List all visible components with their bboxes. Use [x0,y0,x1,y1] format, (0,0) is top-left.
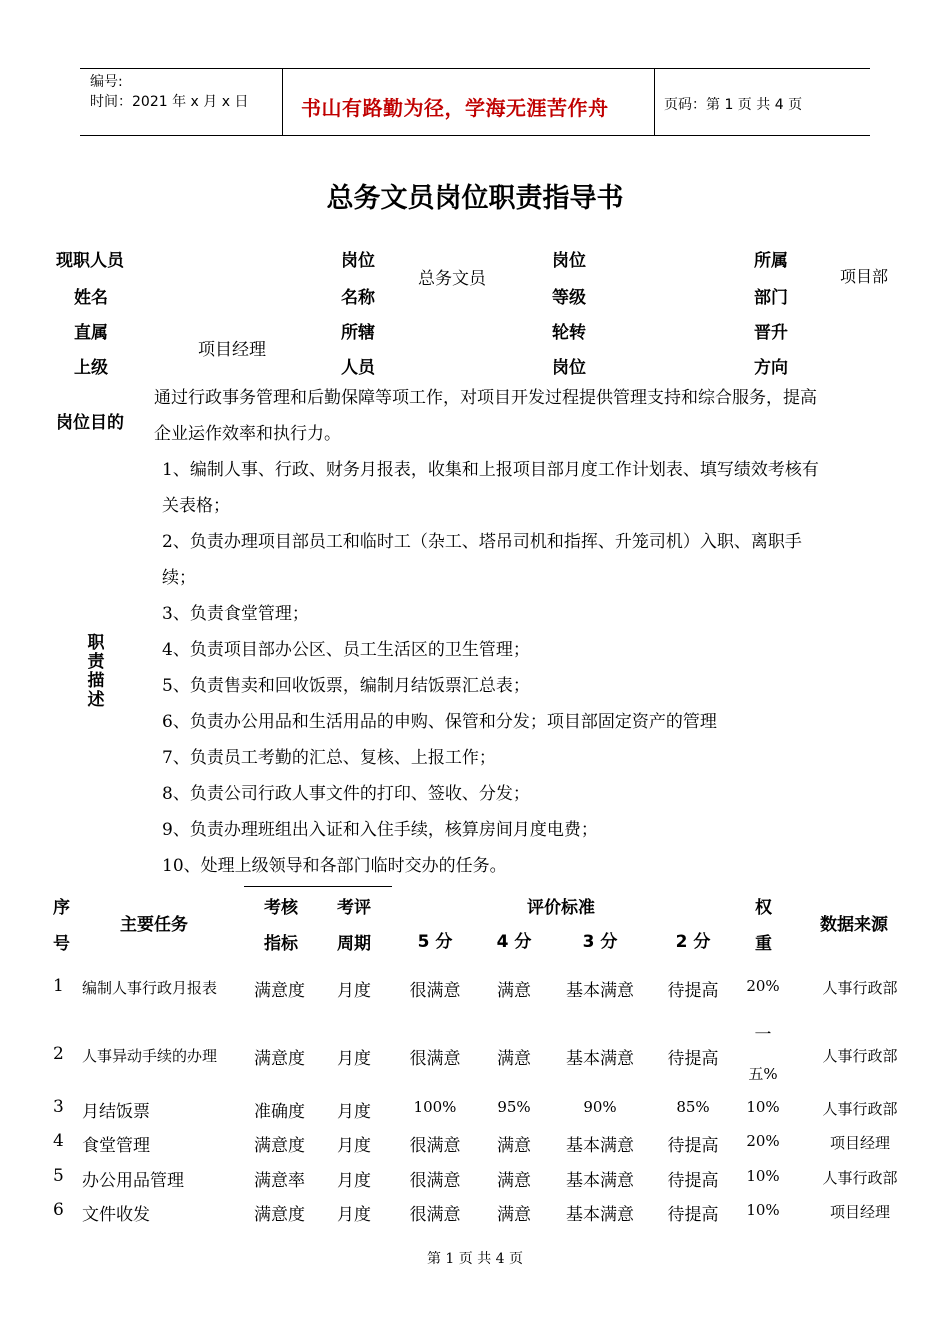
superior-value: 项目经理 [198,340,266,360]
row-seq: 5 [53,1166,64,1186]
duty-line: 5、负责售卖和回收饭票，编制月结饭票汇总表； [162,676,530,696]
row-weight: 10% [746,1167,780,1185]
duty-line: 4、负责项目部办公区、员工生活区的卫生管理； [162,640,530,660]
row-score-3: 基本满意 [566,1171,634,1191]
row-data-source: 项目经理 [829,1134,890,1152]
row-task: 月结饭票 [82,1102,150,1122]
row-score-2: 待提高 [667,1049,719,1069]
duty-line: 1、编制人事、行政、财务月报表，收集和上报项目部月度工作计划表、填写绩效考核有 [162,460,819,480]
row-data-source: 项目经理 [829,1203,890,1221]
post-name-label-line2: 名称 [341,288,375,308]
header-weight-line2: 重 [755,934,772,954]
row-indicator: 满意度 [254,1136,305,1156]
row-score-4: 满意 [497,1049,531,1069]
row-score-4: 满意 [497,1136,531,1156]
duty-line: 9、负责办理班组出入证和入住手续，核算房间月度电费； [162,820,598,840]
duties-label-char: 述 [87,690,105,710]
purpose-label: 岗位目的 [56,413,124,433]
row-seq: 1 [53,976,64,996]
subordinate-label-line2: 人员 [341,358,375,378]
row-data-source: 人事行政部 [822,979,898,997]
header-seq-line1: 序 [53,898,70,918]
row-period: 月度 [337,1102,371,1122]
header-bottom-border [80,135,870,136]
header-score-4: 4 分 [496,932,532,952]
row-indicator: 满意度 [254,1205,305,1225]
table-top-rule [244,886,392,887]
row-score-5: 很满意 [409,1049,461,1069]
row-score-4: 满意 [497,1171,531,1191]
post-level-label-line1: 岗位 [552,251,586,271]
header-motto: 书山有路勤为径，学海无涯苦作舟 [301,96,609,120]
row-score-3: 基本满意 [566,981,634,1001]
header-weight-line1: 权 [755,898,772,918]
row-indicator: 准确度 [254,1102,305,1122]
header-top-border [80,68,870,69]
duty-line: 关表格； [162,496,230,516]
rotation-label-line2: 岗位 [552,358,586,378]
superior-label-line2: 上级 [74,358,108,378]
staff-name-label-line1: 现职人员 [56,251,124,271]
header-period-line2: 周期 [337,934,371,954]
header-divider-left [282,68,283,136]
duties-label [86,634,106,710]
row-score-5: 100% [413,1098,457,1116]
row-weight-line1: 一 [754,1025,772,1045]
row-indicator: 满意度 [254,1049,305,1069]
post-level-label-line2: 等级 [552,288,586,308]
row-task: 食堂管理 [82,1136,150,1156]
row-period: 月度 [337,1171,371,1191]
duties-label-char: 责 [87,652,105,672]
post-name-value: 总务文员 [418,269,486,289]
department-value: 项目部 [840,267,889,286]
row-task: 编制人事行政月报表 [82,979,218,997]
department-label-line2: 部门 [754,288,788,308]
post-name-label-line1: 岗位 [341,251,375,271]
row-seq: 2 [53,1044,64,1064]
row-score-2: 待提高 [667,1171,719,1191]
purpose-text-line2: 企业运作效率和执行力。 [154,424,341,444]
row-score-5: 很满意 [409,1171,461,1191]
page-title: 总务文员岗位职责指导书 [326,183,624,214]
row-indicator: 满意度 [254,981,305,1001]
duty-line: 10、处理上级领导和各部门临时交办的任务。 [162,856,507,876]
row-data-source: 人事行政部 [822,1047,898,1065]
duty-line: 6、负责办公用品和生活用品的申购、保管和分发；项目部固定资产的管理 [162,712,717,732]
duty-line: 8、负责公司行政人事文件的打印、签收、分发； [162,784,530,804]
header-criteria: 评价标准 [527,898,595,918]
row-score-5: 很满意 [409,1136,461,1156]
row-weight: 10% [746,1098,780,1116]
row-weight-line2: 五% [748,1065,778,1083]
row-task: 办公用品管理 [82,1171,184,1191]
row-indicator: 满意率 [254,1171,305,1191]
row-score-5: 很满意 [409,981,461,1001]
header-score-2: 2 分 [675,932,711,952]
row-period: 月度 [337,1205,371,1225]
row-score-2: 待提高 [667,1205,719,1225]
row-task: 人事异动手续的办理 [82,1047,218,1065]
row-data-source: 人事行政部 [822,1100,898,1118]
header-time-label: 时间：2021 年 x 月 x 日 [90,94,249,110]
duty-line: 2、负责办理项目部员工和临时工（杂工、塔吊司机和指挥、升笼司机）入职、离职手 [162,532,802,552]
duty-line: 续； [162,568,196,588]
rotation-label-line1: 轮转 [552,323,586,343]
header-score-3: 3 分 [582,932,618,952]
header-seq-line2: 号 [53,934,70,954]
row-period: 月度 [337,1049,371,1069]
duties-label-char: 描 [87,671,105,691]
subordinate-label-line1: 所辖 [341,323,375,343]
row-seq: 6 [53,1200,64,1220]
header-divider-right [654,68,655,136]
row-period: 月度 [337,981,371,1001]
header-number-label: 编号: [90,74,123,90]
staff-name-label-line2: 姓名 [74,288,108,308]
department-label-line1: 所属 [754,251,788,271]
row-score-3: 基本满意 [566,1049,634,1069]
header-data-source: 数据来源 [820,915,888,935]
duties-label-char: 职 [87,633,105,653]
row-data-source: 人事行政部 [822,1169,898,1187]
purpose-text-line1: 通过行政事务管理和后勤保障等项工作，对项目开发过程提供管理支持和综合服务，提高 [154,388,817,408]
header-indicator-line1: 考核 [264,898,298,918]
superior-label-line1: 直属 [74,323,108,343]
promotion-label-line1: 晋升 [754,323,788,343]
row-score-4: 满意 [497,1205,531,1225]
row-score-2: 待提高 [667,981,719,1001]
header-indicator-line2: 指标 [264,934,298,954]
header-score-5: 5 分 [417,932,453,952]
row-score-4: 满意 [497,981,531,1001]
duty-line: 7、负责员工考勤的汇总、复核、上报工作； [162,748,496,768]
duty-line: 3、负责食堂管理； [162,604,309,624]
row-score-3: 90% [583,1098,617,1116]
header-page-info: 页码：第 1 页 共 4 页 [664,97,803,113]
row-score-3: 基本满意 [566,1205,634,1225]
row-task: 文件收发 [82,1205,150,1225]
row-score-2: 85% [676,1098,710,1116]
promotion-label-line2: 方向 [754,358,788,378]
row-weight: 10% [746,1201,780,1219]
row-weight: 20% [746,977,780,995]
row-weight: 20% [746,1132,780,1150]
row-score-2: 待提高 [667,1136,719,1156]
row-period: 月度 [337,1136,371,1156]
row-score-4: 95% [497,1098,531,1116]
header-main-task: 主要任务 [120,915,188,935]
page-footer: 第 1 页 共 4 页 [426,1251,524,1267]
row-score-3: 基本满意 [566,1136,634,1156]
row-seq: 3 [53,1097,64,1117]
row-score-5: 很满意 [409,1205,461,1225]
header-period-line1: 考评 [337,898,371,918]
row-seq: 4 [53,1131,64,1151]
